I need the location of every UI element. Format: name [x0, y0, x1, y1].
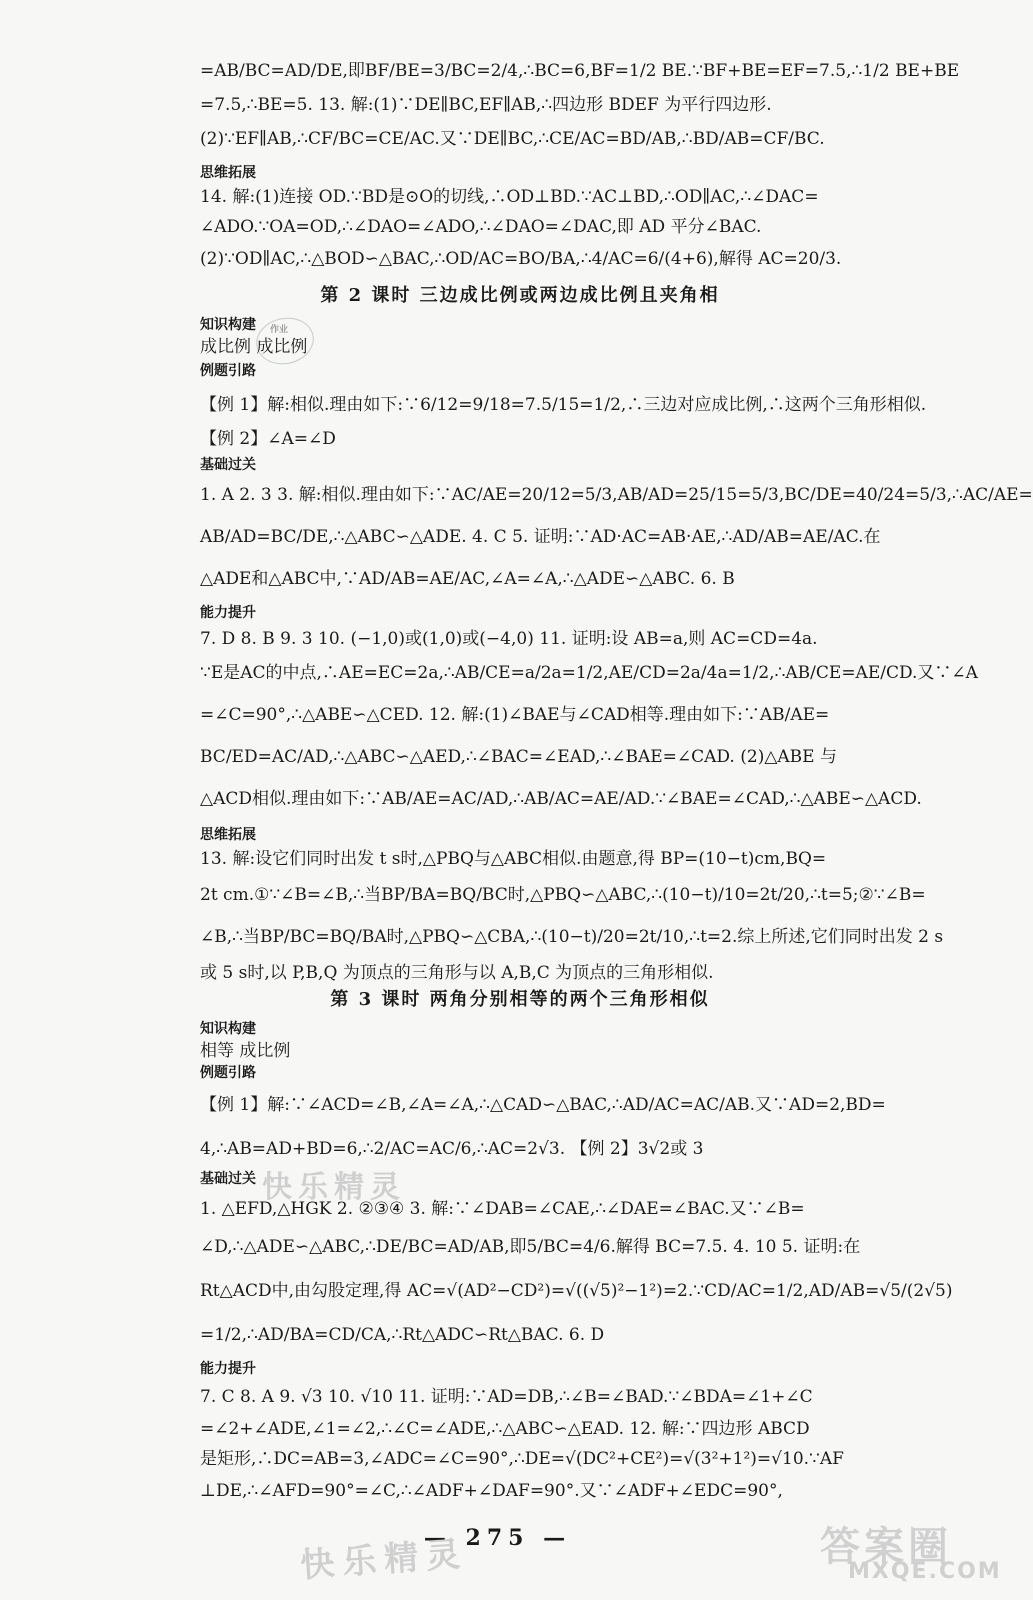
text-line: ∠ADO.∵OA=OD,∴∠DAO=∠ADO,∴∠DAO=∠DAC,即 AD 平分∠BAC. — [200, 217, 762, 237]
text-line: 【例 1】解:相似.理由如下:∵6/12=9/18=7.5/15=1/2,∴三边对应成比例,∴这两个三角形相似. — [200, 395, 927, 415]
text-line: AB/AD=BC/DE,∴△ABC∽△ADE. 4. C 5. 证明:∵AD·AC=AB·AE,∴AD/AB=AE/AC.在 — [200, 527, 881, 547]
text-line: 是矩形,∴DC=AB=3,∠ADC=∠C=90°,∴DE=√(DC²+CE²)=√(3²+1²)=√10.∵AF — [200, 1449, 844, 1469]
text-line: ∠D,∴△ADE∽△ABC,∴DE/BC=AD/AB,即5/BC=4/6.解得 BC=7.5. 4. 10 5. 证明:在 — [200, 1237, 861, 1257]
text-line: 2t cm.①∵∠B=∠B,∴当BP/BA=BQ/BC时,△PBQ∽△ABC,∴(10−t)/10=2t/20,∴t=5;②∵∠B= — [200, 885, 926, 905]
text-line: =7.5,∴BE=5. 13. 解:(1)∵DE∥BC,EF∥AB,∴四边形 BDEF 为平行四边形. — [200, 95, 772, 115]
section-header: 基础过关 — [200, 457, 256, 473]
text-line: 1. A 2. 3 3. 解:相似.理由如下:∵AC/AE=20/12=5/3,AB/AD=25/15=5/3,BC/DE=40/24=5/3,∴AC/AE= — [200, 485, 1033, 505]
text-line: BC/ED=AC/AD,∴△ABC∽△AED,∴∠BAC=∠EAD,∴∠BAE=∠CAD. (2)△ABE 与 — [200, 747, 837, 767]
text-line: (2)∵OD∥AC,∴△BOD∽△BAC,∴OD/AC=BO/BA,∴4/AC=6/(4+6),解得 AC=20/3. — [200, 249, 842, 269]
text-line: =1/2,∴AD/BA=CD/CA,∴Rt△ADC∽Rt△BAC. 6. D — [200, 1325, 605, 1345]
text-line: =∠C=90°,∴△ABE∽△CED. 12. 解:(1)∠BAE与∠CAD相等.理由如下:∵AB/AE= — [200, 705, 830, 725]
text-line: 【例 2】∠A=∠D — [200, 429, 336, 449]
text-line: =∠2+∠ADE,∠1=∠2,∴∠C=∠ADE,∴△ABC∽△EAD. 12. 解:∵四边形 ABCD — [200, 1419, 810, 1439]
text-line: 【例 1】解:∵∠ACD=∠B,∠A=∠A,∴△CAD∽△BAC,∴AD/AC=AC/AB.又∵AD=2,BD= — [200, 1095, 886, 1115]
watermark-text: 快乐精灵 — [299, 1534, 470, 1586]
section-header: 能力提升 — [200, 1361, 256, 1377]
text-line: ⊥DE,∴∠AFD=90°=∠C,∴∠ADF+∠DAF=90°.又∵∠ADF+∠EDC=90°, — [200, 1481, 783, 1501]
text-line: (2)∵EF∥AB,∴CF/BC=CE/AC.又∵DE∥BC,∴CE/AC=BD/AB,∴BD/AB=CF/BC. — [200, 129, 825, 149]
section-header: 能力提升 — [200, 605, 256, 621]
text-line: 成比例 成比例 — [200, 337, 308, 357]
text-line: Rt△ACD中,由勾股定理,得 AC=√(AD²−CD²)=√((√5)²−1²)=2.∵CD/AC=1/2,AD/AB=√5/(2√5) — [200, 1281, 953, 1301]
logo-url: MXQE.COM — [848, 1559, 1002, 1584]
section-header: 知识构建 — [200, 1021, 256, 1037]
text-line: 相等 成比例 — [200, 1041, 291, 1061]
lesson-title: 第 2 课时 三边成比例或两边成比例且夹角相 — [320, 285, 720, 306]
text-line: ∠B,∴当BP/BC=BQ/BA时,△PBQ∽△CBA,∴(10−t)/20=2t/10,∴t=2.综上所述,它们同时出发 2 s — [200, 927, 944, 947]
page-number: — 275 — — [423, 1525, 572, 1551]
section-header: 基础过关 — [200, 1171, 256, 1187]
section-header: 思维拓展 — [200, 165, 256, 181]
text-line: 7. D 8. B 9. 3 10. (−1,0)或(1,0)或(−4,0) 11. 证明:设 AB=a,则 AC=CD=4a. — [200, 629, 818, 649]
text-line: 1. △EFD,△HGK 2. ②③④ 3. 解:∵∠DAB=∠CAE,∴∠DAE=∠BAC.又∵∠B= — [200, 1199, 805, 1219]
site-logo-watermark — [820, 1515, 1002, 1584]
lesson-title: 第 3 课时 两角分别相等的两个三角形相似 — [330, 989, 710, 1010]
text-line: △ACD相似.理由如下:∵AB/AE=AC/AD,∴AB/AC=AE/AD.∵∠BAE=∠CAD,∴△ABE∽△ACD. — [200, 789, 922, 809]
stamp-text: 作业 — [270, 325, 289, 335]
text-line: 或 5 s时,以 P,B,Q 为顶点的三角形与以 A,B,C 为顶点的三角形相似. — [200, 963, 714, 983]
text-line: 4,∴AB=AD+BD=6,∴2/AC=AC/6,∴AC=2√3. 【例 2】3√2或 3 — [200, 1139, 704, 1159]
section-header: 例题引路 — [200, 363, 256, 379]
watermark-text: 快乐精灵 — [262, 1170, 406, 1205]
text-line: ∵E是AC的中点,∴AE=EC=2a,∴AB/CE=a/2a=1/2,AE/CD=2a/4a=1/2,∴AB/CE=AE/CD.又∵∠A — [200, 663, 978, 683]
text-line: △ADE和△ABC中,∵AD/AB=AE/AC,∠A=∠A,∴△ADE∽△ABC. 6. B — [200, 569, 735, 589]
section-header: 例题引路 — [200, 1065, 256, 1081]
logo-text: 答案圈 — [820, 1524, 952, 1570]
section-header: 思维拓展 — [200, 827, 256, 843]
text-line: 14. 解:(1)连接 OD.∵BD是⊙O的切线,∴OD⊥BD.∵AC⊥BD,∴OD∥AC,∴∠DAC= — [200, 187, 819, 207]
text-line: 7. C 8. A 9. √3 10. √10 11. 证明:∵AD=DB,∴∠B=∠BAD.∵∠BDA=∠1+∠C — [200, 1387, 813, 1407]
text-line: 13. 解:设它们同时出发 t s时,△PBQ与△ABC相似.由题意,得 BP=(10−t)cm,BQ= — [200, 849, 827, 869]
section-header: 知识构建 — [200, 317, 256, 333]
text-line: =AB/BC=AD/DE,即BF/BE=3/BC=2/4,∴BC=6,BF=1/2 BE.∵BF+BE=EF=7.5,∴1/2 BE+BE — [200, 61, 960, 81]
